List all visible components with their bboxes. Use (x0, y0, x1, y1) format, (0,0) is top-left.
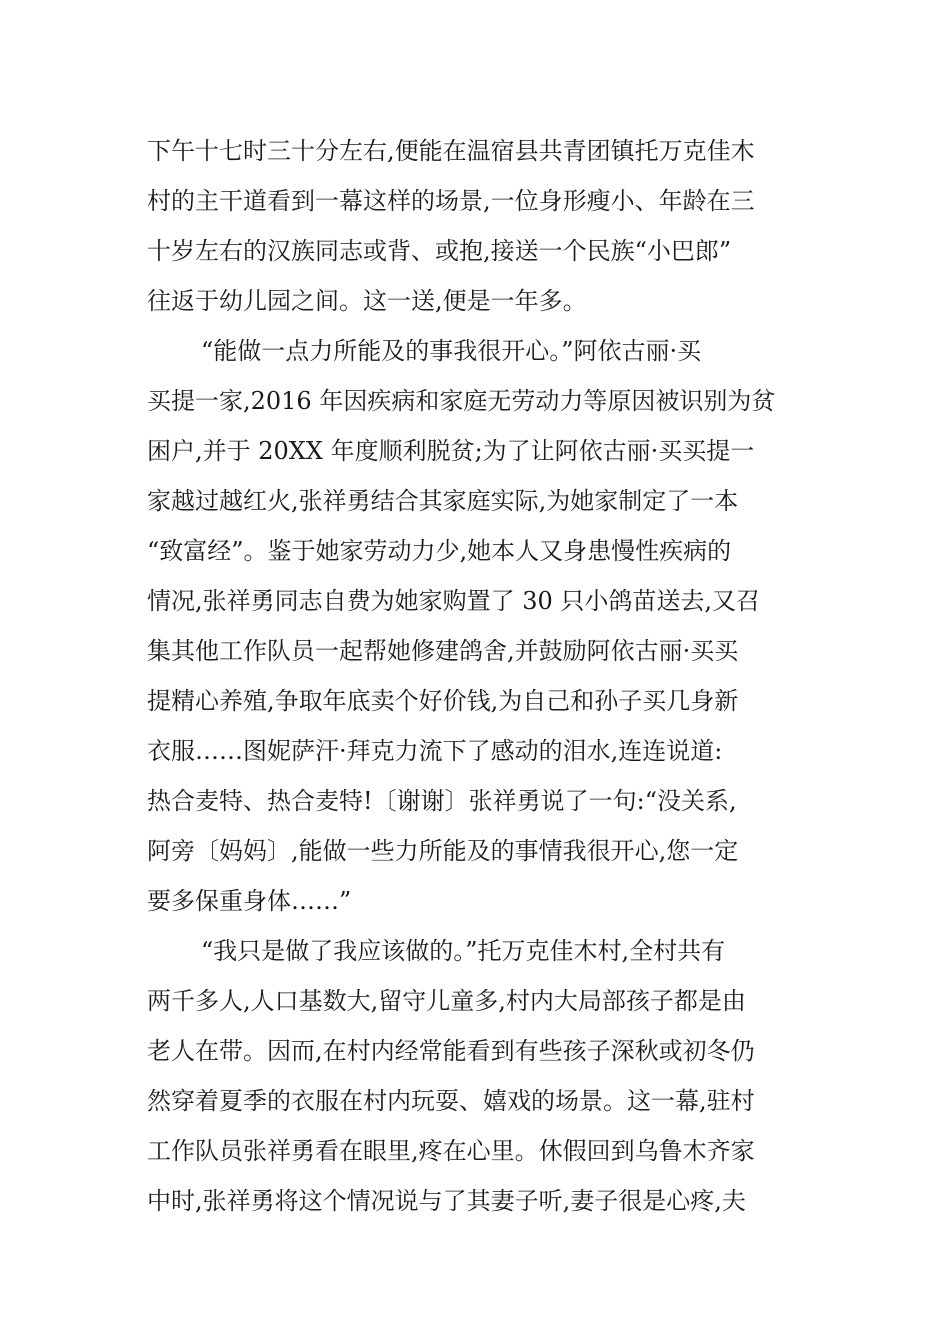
text-line: 热合麦特、热合麦特!〔谢谢〕张祥勇说了一句:“没关系, (147, 787, 737, 815)
text-line: 然穿着夏季的衣服在村内玩耍、嬉戏的场景。这一幕,驻村 (147, 1087, 755, 1115)
text-line: 十岁左右的汉族同志或背、或抱,接送一个民族“小巴郎” (147, 237, 732, 265)
text-line: “致富经”。鉴于她家劳动力少,她本人又身患慢性疾病的 (147, 537, 732, 565)
text-line: 村的主干道看到一幕这样的场景,一位身形瘦小、年龄在三 (147, 187, 755, 215)
text-line: 衣服……图妮萨汗·拜克力流下了感动的泪水,连连说道: (147, 737, 723, 765)
text-line: 情况,张祥勇同志自费为她家购置了 30 只小鸽苗送去,又召 (147, 587, 761, 615)
text-line: 两千多人,人口基数大,留守儿童多,村内大局部孩子都是由 (147, 987, 746, 1015)
text-line: 家越过越红火,张祥勇结合其家庭实际,为她家制定了一本 (147, 487, 739, 515)
text-line: 提精心养殖,争取年底卖个好价钱,为自己和孙子买几身新 (147, 687, 739, 715)
text-line: 老人在带。因而,在村内经常能看到有些孩子深秋或初冬仍 (147, 1037, 755, 1065)
text-line: “我只是做了我应该做的。”托万克佳木村,全村共有 (201, 937, 726, 965)
text-line: 阿旁〔妈妈〕,能做一些力所能及的事情我很开心,您一定 (147, 837, 739, 865)
text-line: 工作队员张祥勇看在眼里,疼在心里。休假回到乌鲁木齐家 (147, 1137, 755, 1165)
text-line: 要多保重身体……” (147, 887, 352, 915)
text-line: 往返于幼儿园之间。这一送,便是一年多。 (147, 287, 587, 315)
text-line: 困户,并于 20XX 年度顺利脱贫;为了让阿依古丽·买买提一 (147, 437, 755, 465)
text-line: 集其他工作队员一起帮她修建鸽舍,并鼓励阿依古丽·买买 (147, 637, 739, 665)
text-line: 买提一家,2016 年因疾病和家庭无劳动力等原因被识别为贫 (147, 387, 776, 415)
text-line: “能做一点力所能及的事我很开心。”阿依古丽·买 (201, 337, 702, 365)
text-line: 下午十七时三十分左右,便能在温宿县共青团镇托万克佳木 (147, 137, 755, 165)
text-line: 中时,张祥勇将这个情况说与了其妻子听,妻子很是心疼,夫 (147, 1187, 746, 1215)
